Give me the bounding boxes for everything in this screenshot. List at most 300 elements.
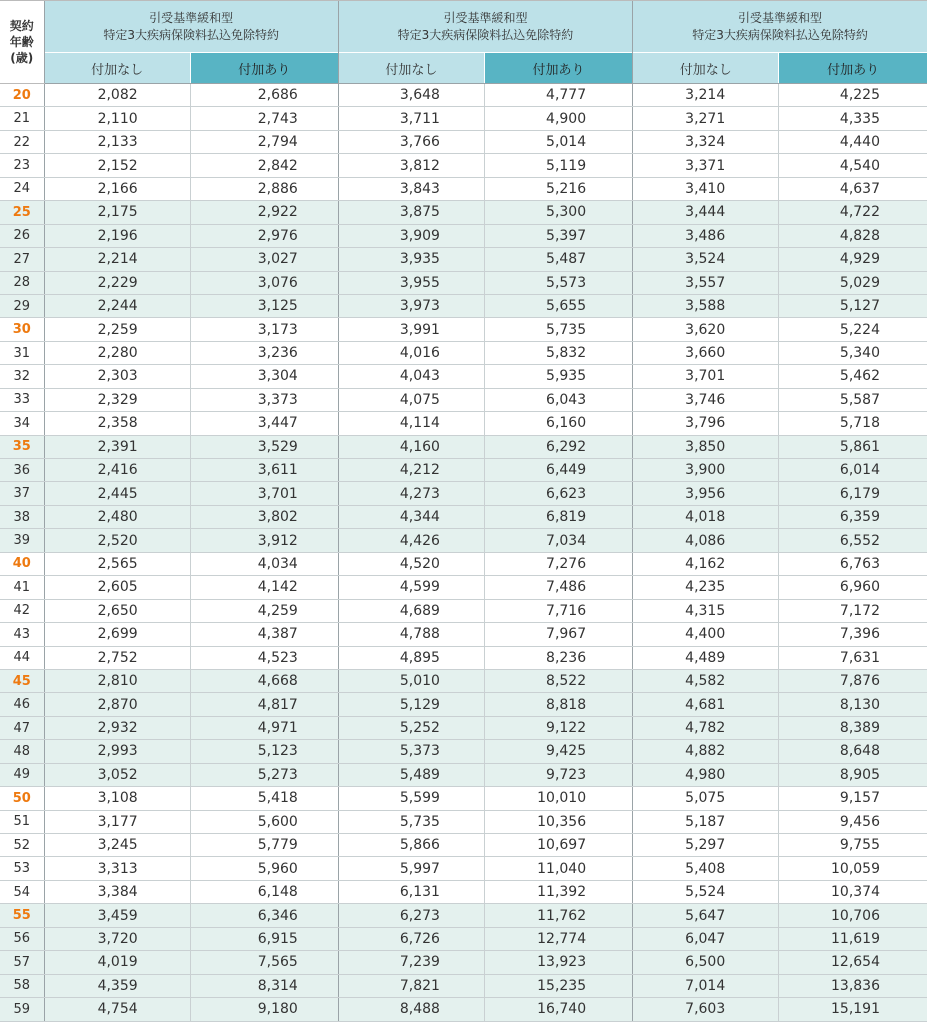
table-row: [0, 857, 927, 880]
premium-cell: 3,214: [633, 84, 779, 107]
premium-cell: 3,620: [633, 318, 779, 341]
premium-cell: 4,387: [190, 623, 338, 646]
premium-cell: 2,686: [190, 84, 338, 107]
premium-cell: 4,788: [338, 623, 484, 646]
group-header-3: 引受基準緩和型 特定3大疾病保険料払込免除特約: [633, 1, 927, 53]
premium-cell: 3,052: [44, 763, 190, 786]
age-cell: 55: [0, 904, 44, 927]
premium-cell: 6,043: [484, 388, 632, 411]
premium-cell: 2,520: [44, 529, 190, 552]
age-cell: 21: [0, 107, 44, 130]
premium-cell: 15,235: [484, 974, 632, 997]
premium-cell: 2,303: [44, 365, 190, 388]
premium-cell: 4,971: [190, 716, 338, 739]
premium-cell: 5,010: [338, 669, 484, 692]
premium-cell: 2,752: [44, 646, 190, 669]
age-cell: 44: [0, 646, 44, 669]
premium-cell: 11,619: [779, 927, 927, 950]
premium-cell: 6,047: [633, 927, 779, 950]
premium-cell: 6,346: [190, 904, 338, 927]
age-cell: 23: [0, 154, 44, 177]
premium-cell: 2,416: [44, 459, 190, 482]
premium-cell: 3,909: [338, 224, 484, 247]
premium-cell: 3,524: [633, 248, 779, 271]
table-row: [0, 834, 927, 857]
premium-cell: 3,648: [338, 84, 484, 107]
table-row: [0, 552, 927, 575]
premium-cell: 2,886: [190, 177, 338, 200]
premium-cell: 6,552: [779, 529, 927, 552]
table-row: [0, 599, 927, 622]
premium-cell: 9,180: [190, 998, 338, 1021]
premium-cell: 6,726: [338, 927, 484, 950]
premium-cell: 5,735: [338, 810, 484, 833]
table-row: [0, 84, 927, 107]
premium-cell: 5,397: [484, 224, 632, 247]
premium-cell: 8,488: [338, 998, 484, 1021]
premium-cell: 10,706: [779, 904, 927, 927]
age-cell: 41: [0, 576, 44, 599]
premium-cell: 4,599: [338, 576, 484, 599]
premium-cell: 5,418: [190, 787, 338, 810]
subheader-add: 付加あり: [779, 53, 927, 84]
premium-cell: 2,196: [44, 224, 190, 247]
premium-cell: 3,384: [44, 880, 190, 903]
table-row: [0, 459, 927, 482]
table-row: [0, 951, 927, 974]
premium-cell: 3,802: [190, 505, 338, 528]
premium-cell: 6,273: [338, 904, 484, 927]
premium-cell: 6,014: [779, 459, 927, 482]
premium-cell: 6,960: [779, 576, 927, 599]
premium-cell: 3,410: [633, 177, 779, 200]
age-cell: 30: [0, 318, 44, 341]
premium-cell: 9,755: [779, 834, 927, 857]
group-header-1: 引受基準緩和型 特定3大疾病保険料払込免除特約: [44, 1, 338, 53]
premium-cell: 4,426: [338, 529, 484, 552]
premium-cell: 4,212: [338, 459, 484, 482]
premium-cell: 3,271: [633, 107, 779, 130]
age-cell: 48: [0, 740, 44, 763]
premium-cell: 2,870: [44, 693, 190, 716]
premium-cell: 3,245: [44, 834, 190, 857]
premium-cell: 5,029: [779, 271, 927, 294]
premium-cell: 9,723: [484, 763, 632, 786]
premium-cell: 5,861: [779, 435, 927, 458]
premium-cell: 5,252: [338, 716, 484, 739]
premium-cell: 4,086: [633, 529, 779, 552]
premium-cell: 2,133: [44, 130, 190, 153]
premium-cell: 5,297: [633, 834, 779, 857]
premium-cell: 4,523: [190, 646, 338, 669]
premium-cell: 7,172: [779, 599, 927, 622]
premium-cell: 4,540: [779, 154, 927, 177]
premium-cell: 3,588: [633, 294, 779, 317]
table-row: [0, 880, 927, 903]
premium-cell: 5,647: [633, 904, 779, 927]
table-row: [0, 716, 927, 739]
premium-cell: 4,142: [190, 576, 338, 599]
age-cell: 59: [0, 998, 44, 1021]
premium-cell: 2,480: [44, 505, 190, 528]
table-row: [0, 412, 927, 435]
premium-cell: 11,392: [484, 880, 632, 903]
premium-cell: 3,875: [338, 201, 484, 224]
premium-cell: 3,973: [338, 294, 484, 317]
age-cell: 57: [0, 951, 44, 974]
premium-cell: 3,173: [190, 318, 338, 341]
premium-cell: 5,599: [338, 787, 484, 810]
subheader-add: 付加あり: [190, 53, 338, 84]
premium-cell: 3,529: [190, 435, 338, 458]
table-row: [0, 529, 927, 552]
table-row: [0, 740, 927, 763]
premium-cell: 2,976: [190, 224, 338, 247]
premium-cell: 3,843: [338, 177, 484, 200]
premium-cell: 5,935: [484, 365, 632, 388]
premium-cell: 6,915: [190, 927, 338, 950]
premium-cell: 4,018: [633, 505, 779, 528]
premium-cell: 3,313: [44, 857, 190, 880]
premium-cell: 2,358: [44, 412, 190, 435]
age-cell: 34: [0, 412, 44, 435]
premium-cell: 7,603: [633, 998, 779, 1021]
premium-cell: 4,817: [190, 693, 338, 716]
premium-cell: 2,743: [190, 107, 338, 130]
premium-cell: 4,489: [633, 646, 779, 669]
age-cell: 27: [0, 248, 44, 271]
premium-cell: 2,214: [44, 248, 190, 271]
table-row: [0, 505, 927, 528]
table-row: [0, 974, 927, 997]
table-row: [0, 810, 927, 833]
premium-cell: 5,187: [633, 810, 779, 833]
premium-cell: 2,810: [44, 669, 190, 692]
premium-cell: 6,160: [484, 412, 632, 435]
premium-cell: 7,034: [484, 529, 632, 552]
premium-cell: 3,027: [190, 248, 338, 271]
age-cell: 40: [0, 552, 44, 575]
premium-cell: 4,114: [338, 412, 484, 435]
premium-cell: 2,329: [44, 388, 190, 411]
premium-cell: 7,239: [338, 951, 484, 974]
premium-cell: 4,400: [633, 623, 779, 646]
premium-cell: 4,828: [779, 224, 927, 247]
premium-cell: 5,014: [484, 130, 632, 153]
table-row: [0, 623, 927, 646]
premium-cell: 3,373: [190, 388, 338, 411]
premium-cell: 2,932: [44, 716, 190, 739]
premium-cell: 3,611: [190, 459, 338, 482]
table-row: [0, 388, 927, 411]
premium-cell: 6,292: [484, 435, 632, 458]
age-cell: 54: [0, 880, 44, 903]
premium-cell: 7,876: [779, 669, 927, 692]
table-row: [0, 646, 927, 669]
premium-cell: 8,648: [779, 740, 927, 763]
table-row: [0, 435, 927, 458]
premium-cell: 5,216: [484, 177, 632, 200]
premium-cell: 2,842: [190, 154, 338, 177]
premium-cell: 6,131: [338, 880, 484, 903]
premium-cell: 4,882: [633, 740, 779, 763]
premium-cell: 5,273: [190, 763, 338, 786]
age-cell: 32: [0, 365, 44, 388]
premium-cell: 4,359: [44, 974, 190, 997]
table-row: [0, 130, 927, 153]
premium-cell: 5,524: [633, 880, 779, 903]
premium-cell: 4,016: [338, 341, 484, 364]
premium-cell: 2,082: [44, 84, 190, 107]
premium-cell: 4,900: [484, 107, 632, 130]
premium-cell: 3,447: [190, 412, 338, 435]
age-cell: 24: [0, 177, 44, 200]
premium-cell: 3,711: [338, 107, 484, 130]
premium-cell: 4,259: [190, 599, 338, 622]
table-row: [0, 201, 927, 224]
premium-cell: 3,459: [44, 904, 190, 927]
premium-cell: 3,660: [633, 341, 779, 364]
table-row: [0, 904, 927, 927]
premium-cell: 6,148: [190, 880, 338, 903]
premium-cell: 3,125: [190, 294, 338, 317]
premium-cell: 3,371: [633, 154, 779, 177]
premium-cell: 8,130: [779, 693, 927, 716]
age-cell: 22: [0, 130, 44, 153]
age-cell: 29: [0, 294, 44, 317]
premium-cell: 2,699: [44, 623, 190, 646]
subheader-none: 付加なし: [338, 53, 484, 84]
age-cell: 36: [0, 459, 44, 482]
premium-cell: 3,236: [190, 341, 338, 364]
premium-cell: 11,040: [484, 857, 632, 880]
premium-cell: 6,819: [484, 505, 632, 528]
premium-cell: 3,935: [338, 248, 484, 271]
table-row: [0, 998, 927, 1021]
premium-cell: 12,654: [779, 951, 927, 974]
table-row: [0, 154, 927, 177]
premium-cell: 10,010: [484, 787, 632, 810]
premium-cell: 6,449: [484, 459, 632, 482]
premium-cell: 4,782: [633, 716, 779, 739]
premium-cell: 9,425: [484, 740, 632, 763]
premium-cell: 3,850: [633, 435, 779, 458]
premium-cell: 13,923: [484, 951, 632, 974]
premium-cell: 4,582: [633, 669, 779, 692]
table-row: [0, 341, 927, 364]
premium-cell: 4,075: [338, 388, 484, 411]
premium-cell: 4,019: [44, 951, 190, 974]
premium-cell: 9,456: [779, 810, 927, 833]
table-row: [0, 107, 927, 130]
premium-cell: 4,235: [633, 576, 779, 599]
table-row: [0, 763, 927, 786]
premium-cell: 2,922: [190, 201, 338, 224]
premium-cell: 3,900: [633, 459, 779, 482]
age-cell: 38: [0, 505, 44, 528]
premium-cell: 10,356: [484, 810, 632, 833]
premium-cell: 3,486: [633, 224, 779, 247]
premium-cell: 2,445: [44, 482, 190, 505]
premium-cell: 7,967: [484, 623, 632, 646]
premium-cell: 4,668: [190, 669, 338, 692]
premium-cell: 3,812: [338, 154, 484, 177]
premium-cell: 2,166: [44, 177, 190, 200]
age-cell: 51: [0, 810, 44, 833]
premium-cell: 5,997: [338, 857, 484, 880]
subheader-none: 付加なし: [633, 53, 779, 84]
premium-cell: 6,359: [779, 505, 927, 528]
age-cell: 33: [0, 388, 44, 411]
premium-cell: 8,818: [484, 693, 632, 716]
premium-cell: 13,836: [779, 974, 927, 997]
premium-cell: 5,718: [779, 412, 927, 435]
premium-cell: 5,408: [633, 857, 779, 880]
premium-cell: 5,487: [484, 248, 632, 271]
age-cell: 25: [0, 201, 44, 224]
premium-cell: 2,110: [44, 107, 190, 130]
premium-cell: 4,315: [633, 599, 779, 622]
age-cell: 53: [0, 857, 44, 880]
premium-cell: 15,191: [779, 998, 927, 1021]
premium-cell: 8,389: [779, 716, 927, 739]
subheader-none: 付加なし: [44, 53, 190, 84]
premium-cell: 4,929: [779, 248, 927, 271]
premium-cell: 5,373: [338, 740, 484, 763]
age-cell: 47: [0, 716, 44, 739]
premium-cell: 5,655: [484, 294, 632, 317]
age-cell: 45: [0, 669, 44, 692]
premium-cell: 4,895: [338, 646, 484, 669]
premium-cell: 4,980: [633, 763, 779, 786]
age-cell: 37: [0, 482, 44, 505]
premium-cell: 6,623: [484, 482, 632, 505]
premium-cell: 4,273: [338, 482, 484, 505]
premium-cell: 2,280: [44, 341, 190, 364]
premium-cell: 7,716: [484, 599, 632, 622]
premium-cell: 5,123: [190, 740, 338, 763]
premium-cell: 4,520: [338, 552, 484, 575]
premium-cell: 6,179: [779, 482, 927, 505]
premium-cell: 3,108: [44, 787, 190, 810]
premium-cell: 5,075: [633, 787, 779, 810]
premium-cell: 4,344: [338, 505, 484, 528]
age-cell: 42: [0, 599, 44, 622]
premium-cell: 5,735: [484, 318, 632, 341]
premium-cell: 2,259: [44, 318, 190, 341]
premium-cell: 3,701: [633, 365, 779, 388]
premium-cell: 3,766: [338, 130, 484, 153]
premium-cell: 7,631: [779, 646, 927, 669]
premium-cell: 12,774: [484, 927, 632, 950]
premium-cell: 2,229: [44, 271, 190, 294]
premium-cell: 3,076: [190, 271, 338, 294]
premium-cell: 4,681: [633, 693, 779, 716]
premium-cell: 6,500: [633, 951, 779, 974]
premium-cell: 2,391: [44, 435, 190, 458]
premium-cell: 5,489: [338, 763, 484, 786]
premium-cell: 4,637: [779, 177, 927, 200]
premium-cell: 7,565: [190, 951, 338, 974]
age-cell: 50: [0, 787, 44, 810]
subheader-add: 付加あり: [484, 53, 632, 84]
premium-cell: 5,127: [779, 294, 927, 317]
premium-cell: 2,244: [44, 294, 190, 317]
premium-cell: 10,697: [484, 834, 632, 857]
premium-cell: 16,740: [484, 998, 632, 1021]
premium-cell: 4,043: [338, 365, 484, 388]
age-cell: 58: [0, 974, 44, 997]
premium-cell: 7,486: [484, 576, 632, 599]
table-row: [0, 365, 927, 388]
premium-cell: 11,762: [484, 904, 632, 927]
premium-cell: 4,225: [779, 84, 927, 107]
premium-cell: 5,129: [338, 693, 484, 716]
age-cell: 43: [0, 623, 44, 646]
premium-cell: 10,374: [779, 880, 927, 903]
table-row: [0, 576, 927, 599]
premium-cell: 9,122: [484, 716, 632, 739]
premium-cell: 3,720: [44, 927, 190, 950]
age-cell: 52: [0, 834, 44, 857]
table-row: [0, 482, 927, 505]
premium-cell: 7,396: [779, 623, 927, 646]
age-cell: 28: [0, 271, 44, 294]
premium-cell: 8,905: [779, 763, 927, 786]
age-cell: 46: [0, 693, 44, 716]
premium-cell: 2,993: [44, 740, 190, 763]
premium-cell: 5,340: [779, 341, 927, 364]
premium-cell: 2,175: [44, 201, 190, 224]
age-cell: 31: [0, 341, 44, 364]
age-cell: 26: [0, 224, 44, 247]
premium-cell: 7,821: [338, 974, 484, 997]
premium-cell: 3,746: [633, 388, 779, 411]
premium-cell: 3,991: [338, 318, 484, 341]
premium-cell: 3,701: [190, 482, 338, 505]
premium-cell: 5,587: [779, 388, 927, 411]
group-header-2: 引受基準緩和型 特定3大疾病保険料払込免除特約: [338, 1, 632, 53]
premium-cell: 4,777: [484, 84, 632, 107]
premium-cell: 3,796: [633, 412, 779, 435]
premium-cell: 8,236: [484, 646, 632, 669]
table-body: [0, 84, 927, 1022]
age-column-header: 契約 年齢 (歳): [0, 1, 44, 84]
premium-cell: 3,444: [633, 201, 779, 224]
table-row: [0, 248, 927, 271]
premium-cell: 8,314: [190, 974, 338, 997]
table-row: [0, 271, 927, 294]
premium-cell: 5,119: [484, 154, 632, 177]
premium-cell: 3,557: [633, 271, 779, 294]
premium-cell: 5,224: [779, 318, 927, 341]
premium-cell: 5,300: [484, 201, 632, 224]
premium-cell: 4,034: [190, 552, 338, 575]
table-row: [0, 318, 927, 341]
premium-cell: 5,866: [338, 834, 484, 857]
premium-cell: 6,763: [779, 552, 927, 575]
premium-cell: 5,462: [779, 365, 927, 388]
premium-cell: 3,177: [44, 810, 190, 833]
premium-cell: 5,832: [484, 341, 632, 364]
premium-cell: 4,689: [338, 599, 484, 622]
age-cell: 35: [0, 435, 44, 458]
premium-cell: 3,955: [338, 271, 484, 294]
table-row: [0, 693, 927, 716]
premium-cell: 5,960: [190, 857, 338, 880]
premium-cell: 4,335: [779, 107, 927, 130]
premium-cell: 5,600: [190, 810, 338, 833]
